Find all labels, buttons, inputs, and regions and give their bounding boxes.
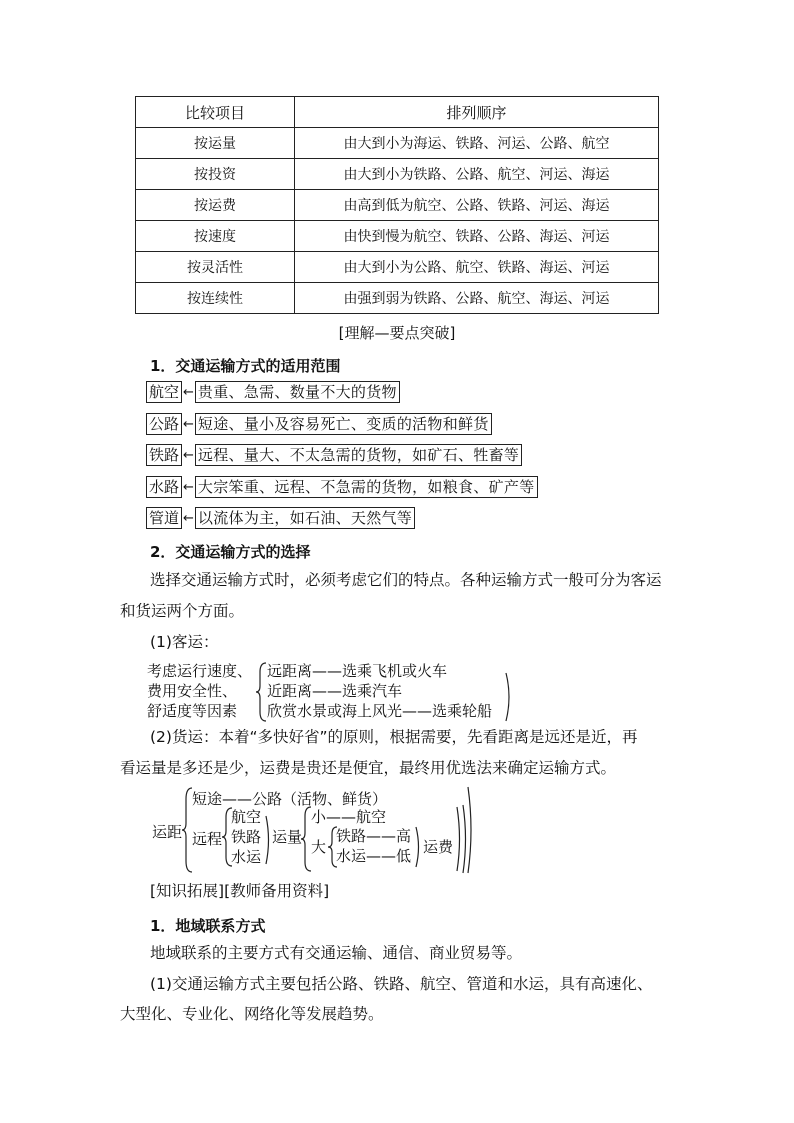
option-line: 欣赏水景或海上风光——选乘轮船: [267, 702, 493, 720]
paragraph: 选择交通运输方式时，必须考虑它们的特点。各种运输方式一般可分为客运: [150, 571, 662, 589]
comparison-table: [135, 96, 659, 314]
option-line: 铁路——高: [336, 827, 412, 845]
table-cell: 按投资: [136, 159, 295, 190]
paragraph: 大型化、专业化、网络化等发展趋势。: [120, 1005, 384, 1023]
right-paren-icon: [504, 672, 514, 722]
mode-description: 贵重、急需、数量不大的货物: [195, 381, 400, 403]
table-cell: 由大到小为铁路、公路、航空、河运、海运: [295, 159, 659, 190]
factor-line: 考虑运行速度、: [147, 662, 253, 680]
table-cell: 按运量: [136, 128, 295, 159]
mode-box: 公路: [146, 413, 182, 435]
right-paren-icon: [466, 786, 474, 874]
volume-label: 运量: [272, 828, 303, 846]
extension-title: 1．地域联系方式: [150, 917, 266, 935]
option-line: 近距离——选乘汽车: [267, 682, 403, 700]
transport-mode-row: [146, 413, 492, 435]
large-volume: 大: [311, 838, 327, 856]
table-cell: 按灵活性: [136, 252, 295, 283]
mode-line: 铁路: [231, 828, 262, 846]
factor-line: 费用安全性、: [147, 682, 238, 700]
passenger-label: (1)客运：: [150, 633, 219, 651]
section-label: [理解—要点突破]: [338, 324, 456, 342]
mode-box: 水路: [146, 476, 182, 498]
transport-mode-row: [146, 507, 415, 529]
mode-box: 航空: [146, 381, 182, 403]
table-cell: 由大到小为公路、航空、铁路、海运、河运: [295, 252, 659, 283]
mode-description: 远程、量大、不太急需的货物，如矿石、牲畜等: [195, 444, 522, 466]
option-line: 远距离——选乘飞机或火车: [267, 662, 448, 680]
mode-box: 管道: [146, 507, 182, 529]
table-row: [136, 128, 659, 159]
left-arrow-icon: ←: [183, 510, 194, 526]
paragraph: 和货运两个方面。: [120, 602, 245, 620]
cost-label: 运费: [423, 838, 454, 856]
large-options: [336, 826, 411, 866]
table-row: [136, 221, 659, 252]
left-arrow-icon: ←: [183, 447, 194, 463]
extension-label: [知识拓展][教师备用资料]: [150, 882, 330, 900]
mode-description: 短途、量小及容易死亡、变质的活物和鲜货: [195, 413, 492, 435]
transport-mode-row: [146, 381, 400, 403]
mode-description: 以流体为主，如石油、天然气等: [195, 507, 415, 529]
short-distance: 短途——公路（活物、鲜货）: [192, 790, 388, 808]
mode-description: 大宗笨重、远程、不急需的货物，如粮食、矿产等: [195, 476, 538, 498]
paragraph: 看运量是多还是少，运费是贵还是便宜，最终用优选法来确定运输方式。: [120, 759, 617, 777]
table-row: [136, 252, 659, 283]
table-cell: 按速度: [136, 221, 295, 252]
paragraph: (2)货运：本着“多快好省”的原则，根据需要，先看距离是远还是近，再: [150, 728, 638, 746]
right-paren-icon: [414, 826, 422, 868]
table-cell: 按运费: [136, 190, 295, 221]
option-line: 水运——低: [336, 847, 412, 865]
long-modes: [231, 807, 261, 867]
section1-title: 1．交通运输方式的适用范围: [150, 357, 341, 375]
left-arrow-icon: ←: [183, 384, 194, 400]
table-cell: 按连续性: [136, 283, 295, 314]
left-arrow-icon: ←: [183, 416, 194, 432]
table-header-row: [136, 97, 659, 128]
table-row: [136, 190, 659, 221]
diagram-root: 运距: [152, 823, 183, 841]
left-arrow-icon: ←: [183, 479, 194, 495]
table-cell: 由强到弱为铁路、公路、航空、海运、河运: [295, 283, 659, 314]
passenger-options: [267, 661, 492, 721]
table-header-cell: 排列顺序: [295, 97, 659, 128]
table-cell: 由大到小为海运、铁路、河运、公路、航空: [295, 128, 659, 159]
paragraph: (1)交通运输方式主要包括公路、铁路、航空、管道和水运，具有高速化、: [150, 975, 653, 993]
section2-title: 2．交通运输方式的选择: [150, 543, 311, 561]
table-row: [136, 283, 659, 314]
factor-line: 舒适度等因素: [147, 702, 238, 720]
table-cell: 由高到低为航空、公路、铁路、河运、海运: [295, 190, 659, 221]
long-distance: 远程: [192, 830, 223, 848]
table-cell: 由快到慢为航空、铁路、公路、海运、河运: [295, 221, 659, 252]
mode-line: 水运: [231, 848, 262, 866]
transport-mode-row: [146, 444, 522, 466]
paragraph: 地域联系的主要方式有交通运输、通信、商业贸易等。: [150, 944, 523, 962]
table-row: [136, 159, 659, 190]
small-volume: 小——航空: [311, 808, 387, 826]
passenger-factors: [147, 661, 252, 721]
transport-mode-row: [146, 476, 538, 498]
mode-line: 航空: [231, 808, 262, 826]
mode-box: 铁路: [146, 444, 182, 466]
table-header-cell: 比较项目: [136, 97, 295, 128]
right-paren-icon: [264, 815, 272, 865]
